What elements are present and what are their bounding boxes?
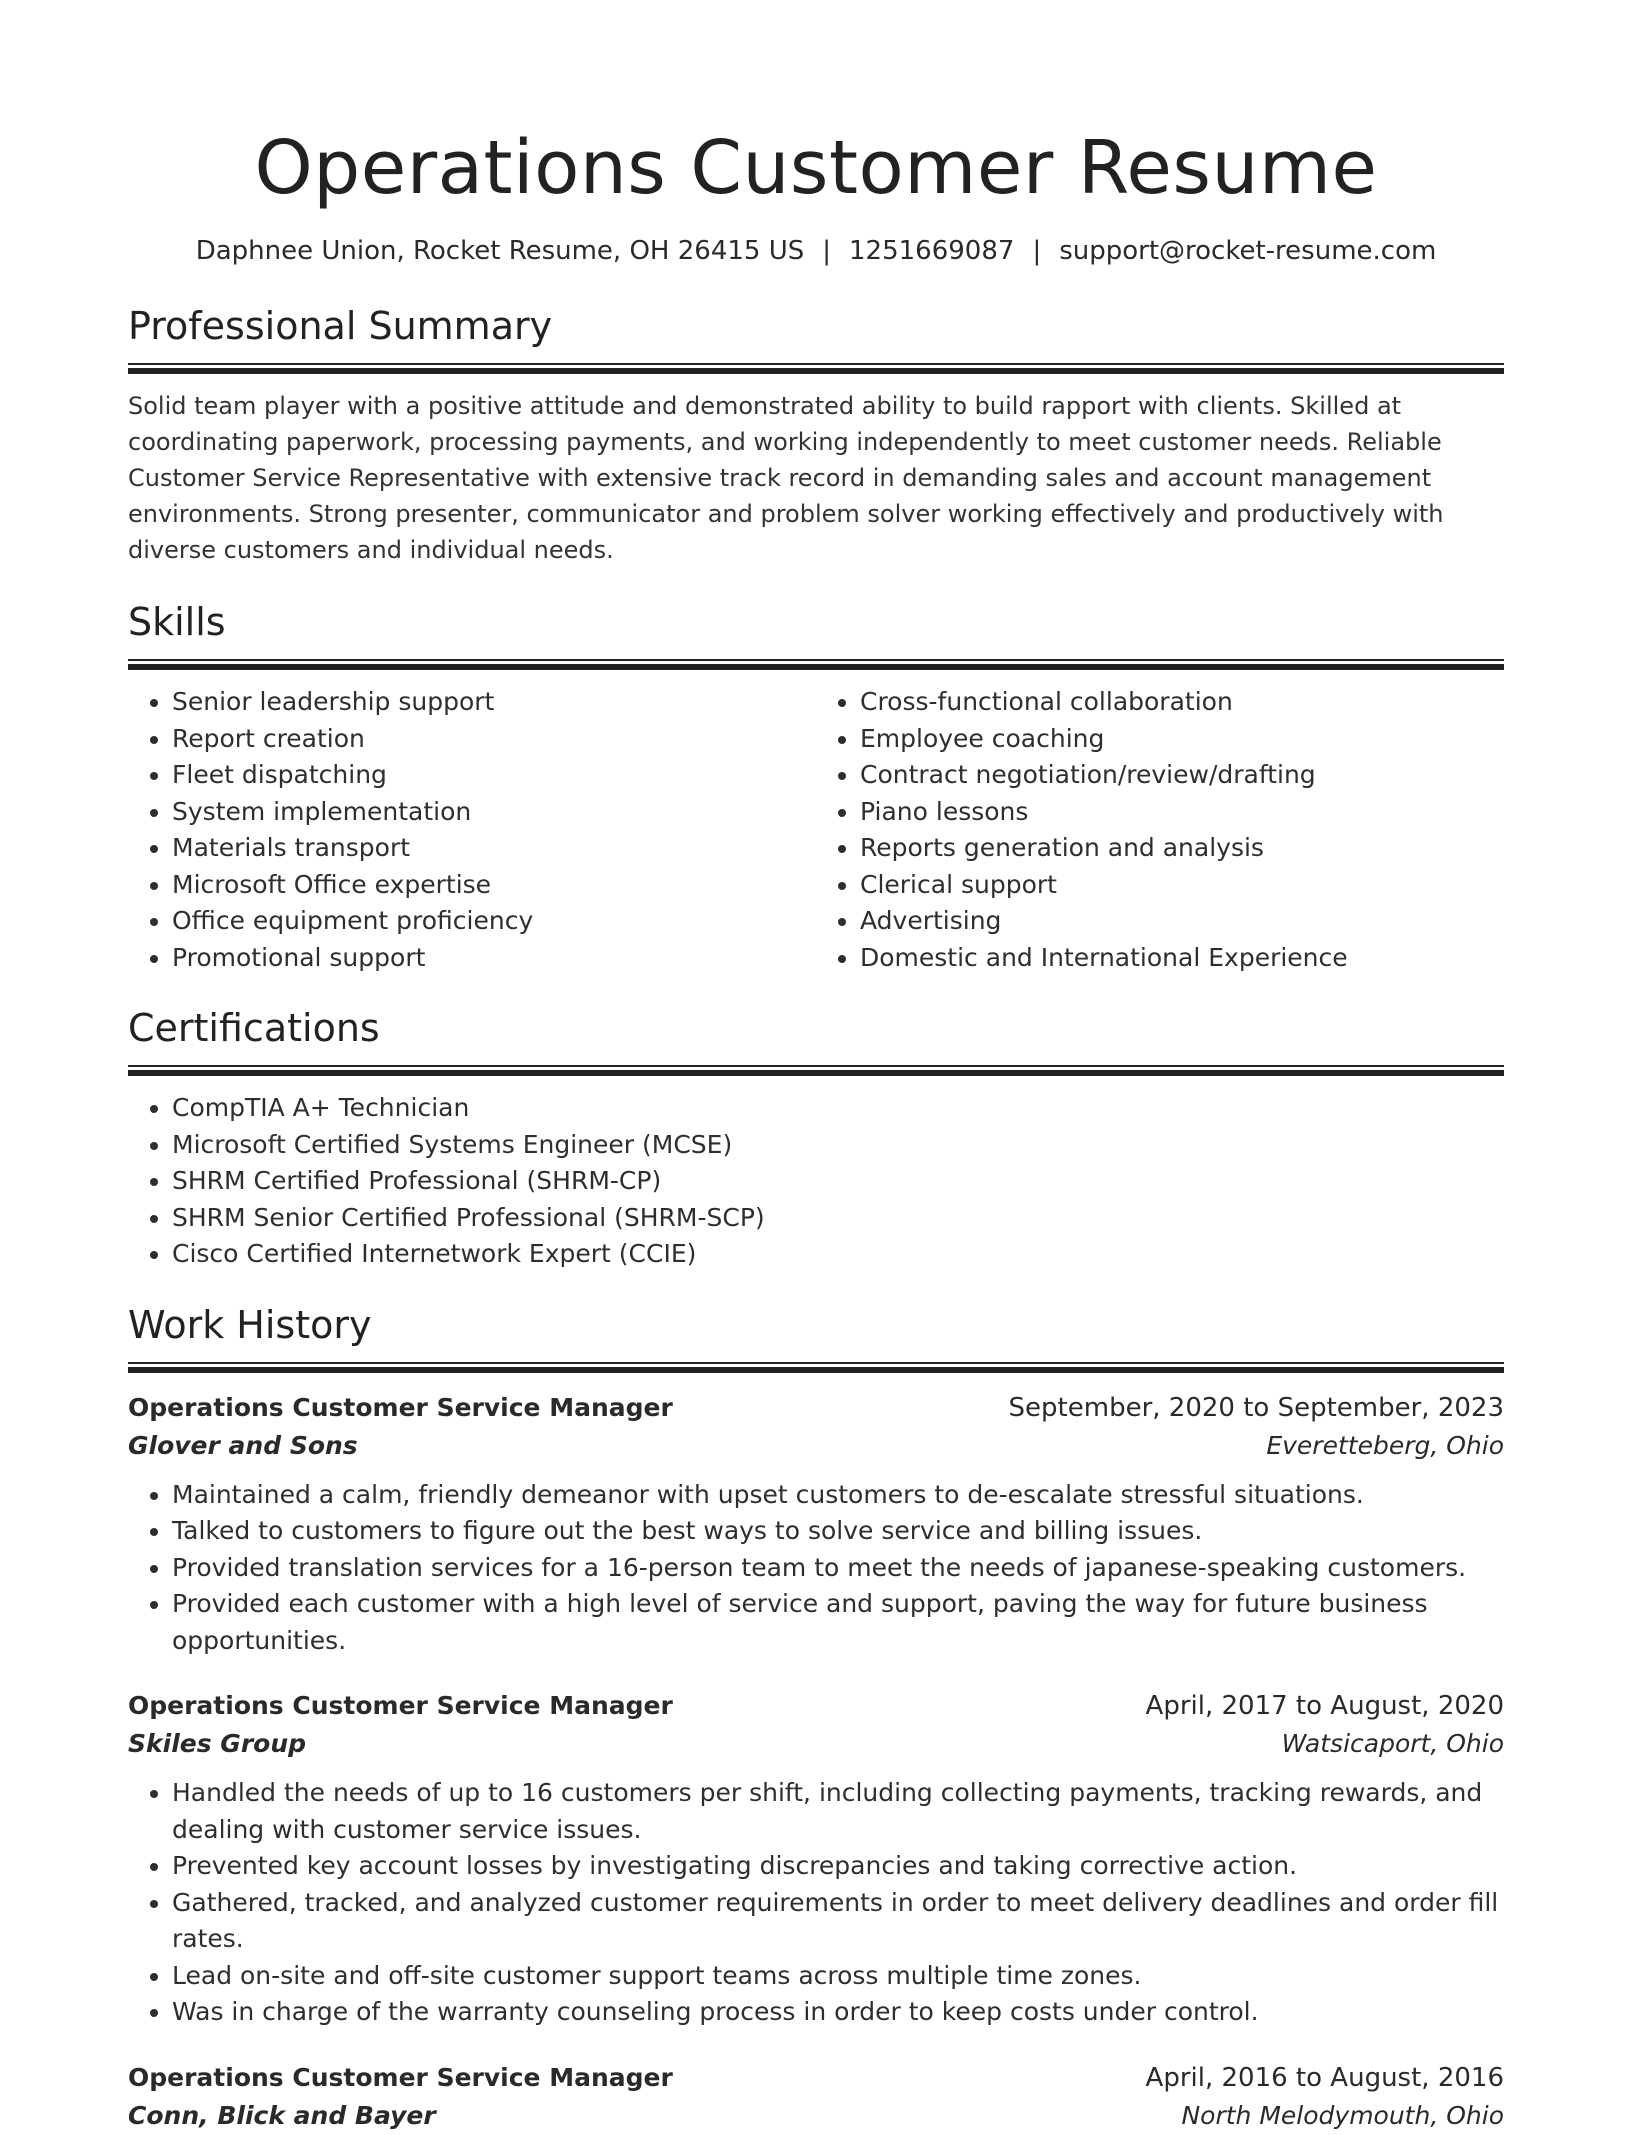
section-heading-work-history: Work History xyxy=(128,1302,372,1347)
job-bullet: • Provided each customer with a high level of service and support, paving the way for future business opportunities. xyxy=(172,1586,1504,1659)
skill-item: • System implementation xyxy=(172,794,816,831)
skill-item: • Cross-functional collaboration xyxy=(860,684,1504,721)
section-divider xyxy=(128,659,1504,670)
job-entry xyxy=(128,1389,1504,1660)
job-company: Conn, Blick and Bayer xyxy=(128,2100,436,2130)
summary-text: Solid team player with a positive attitude and demonstrated ability to build rapport with clients. Skilled at coordinating paperwork, processing payments, and working independently to meet customer needs. Reliable Customer Service Representative with extensive track record in demanding sales and account management environments. Strong presenter, communicator and problem solver working effectively and productively with diverse customers and individual needs. xyxy=(128,392,1444,564)
skill-item: • Office equipment proficiency xyxy=(172,903,816,940)
skills-list-left xyxy=(128,684,816,976)
job-dates: April, 2016 to August, 2016 xyxy=(1145,2062,1504,2093)
skills-section xyxy=(128,598,1504,976)
skill-item: • Employee coaching xyxy=(860,721,1504,758)
job-company: Skiles Group xyxy=(128,1729,307,1758)
certifications-list xyxy=(128,1090,1504,1273)
skill-item: • Piano lessons xyxy=(860,794,1504,831)
job-title: Operations Customer Service Manager xyxy=(128,1691,673,1720)
contact-line xyxy=(128,234,1504,268)
skill-item: • Report creation xyxy=(172,721,816,758)
job-bullet: • Lead on-site and off-site customer support teams across multiple time zones. xyxy=(172,1958,1504,1995)
skill-item: • Domestic and International Experience xyxy=(860,940,1504,977)
certification-item: • SHRM Senior Certified Professional (SHRM-SCP) xyxy=(172,1200,1504,1237)
job-dates: September, 2020 to September, 2023 xyxy=(1008,1392,1504,1423)
skill-item: • Materials transport xyxy=(172,830,816,867)
job-company: Glover and Sons xyxy=(128,1430,358,1460)
job-dates: April, 2017 to August, 2020 xyxy=(1145,1691,1504,1721)
section-heading-summary: Professional Summary xyxy=(128,304,553,348)
job-bullets xyxy=(128,1775,1504,2031)
skill-item: • Reports generation and analysis xyxy=(860,830,1504,867)
job-bullet: • Talked to customers to figure out the best ways to solve service and billing issues. xyxy=(172,1513,1504,1550)
skill-item: • Clerical support xyxy=(860,867,1504,904)
job-bullet: • Gathered, tracked, and analyzed customer requirements in order to meet delivery deadlines and order fill rates. xyxy=(172,1885,1504,1958)
skill-item: • Promotional support xyxy=(172,940,816,977)
job-bullet: • Prevented key account losses by investigating discrepancies and taking corrective action. xyxy=(172,1848,1504,1885)
resume-title: Operations Customer Resume xyxy=(254,125,1378,211)
section-heading-certifications: Certifications xyxy=(128,1006,380,1050)
job-header xyxy=(128,1389,1504,1427)
section-heading-skills: Skills xyxy=(128,600,226,644)
skill-item: • Senior leadership support xyxy=(172,684,816,721)
job-location: Everetteberg, Ohio xyxy=(1266,1430,1504,1460)
certifications-section xyxy=(128,1004,1504,1273)
skill-item: • Contract negotiation/review/drafting xyxy=(860,757,1504,794)
certification-item: • Microsoft Certified Systems Engineer (MCSE) xyxy=(172,1127,1504,1164)
contact-address: Daphnee Union, Rocket Resume, OH 26415 US xyxy=(195,236,805,266)
section-divider xyxy=(128,363,1504,374)
skills-list-right xyxy=(816,684,1504,976)
section-divider xyxy=(128,1362,1504,1373)
certification-item: • SHRM Certified Professional (SHRM-CP) xyxy=(172,1163,1504,1200)
job-subheader xyxy=(128,2097,1504,2135)
job-bullet: • Handled the needs of up to 16 customers per shift, including collecting payments, tracking rewards, and dealing with customer service issues. xyxy=(172,1775,1504,1848)
contact-separator: | xyxy=(822,236,832,266)
job-title: Operations Customer Service Manager xyxy=(128,2062,673,2092)
job-location: Watsicaport, Ohio xyxy=(1281,1729,1504,1758)
contact-separator: | xyxy=(1032,236,1042,266)
summary-section xyxy=(128,302,1504,568)
skill-item: • Fleet dispatching xyxy=(172,757,816,794)
job-header xyxy=(128,2059,1504,2097)
job-subheader xyxy=(128,1427,1504,1465)
job-location: North Melodymouth, Ohio xyxy=(1181,2100,1504,2130)
job-entry xyxy=(128,2059,1504,2135)
job-bullet: • Maintained a calm, friendly demeanor with upset customers to de-escalate stressful situations. xyxy=(172,1477,1504,1514)
job-bullets xyxy=(128,1477,1504,1660)
contact-email[interactable]: support@rocket-resume.com xyxy=(1059,236,1437,266)
job-bullet: • Provided translation services for a 16-person team to meet the needs of japanese-speaking customers. xyxy=(172,1550,1504,1587)
certification-item: • Cisco Certified Internetwork Expert (CCIE) xyxy=(172,1236,1504,1273)
work-history-section xyxy=(128,1301,1504,2135)
skill-item: • Microsoft Office expertise xyxy=(172,867,816,904)
section-divider xyxy=(128,1065,1504,1076)
job-entry xyxy=(128,1687,1504,2031)
contact-phone: 1251669087 xyxy=(849,236,1015,266)
skill-item: • Advertising xyxy=(860,903,1504,940)
resume-page xyxy=(128,0,1504,2135)
skills-grid xyxy=(128,670,1504,976)
job-bullet: • Was in charge of the warranty counseling process in order to keep costs under control. xyxy=(172,1994,1504,2031)
job-subheader xyxy=(128,1725,1504,1763)
job-header xyxy=(128,1687,1504,1725)
job-title: Operations Customer Service Manager xyxy=(128,1392,673,1422)
certification-item: • CompTIA A+ Technician xyxy=(172,1090,1504,1127)
